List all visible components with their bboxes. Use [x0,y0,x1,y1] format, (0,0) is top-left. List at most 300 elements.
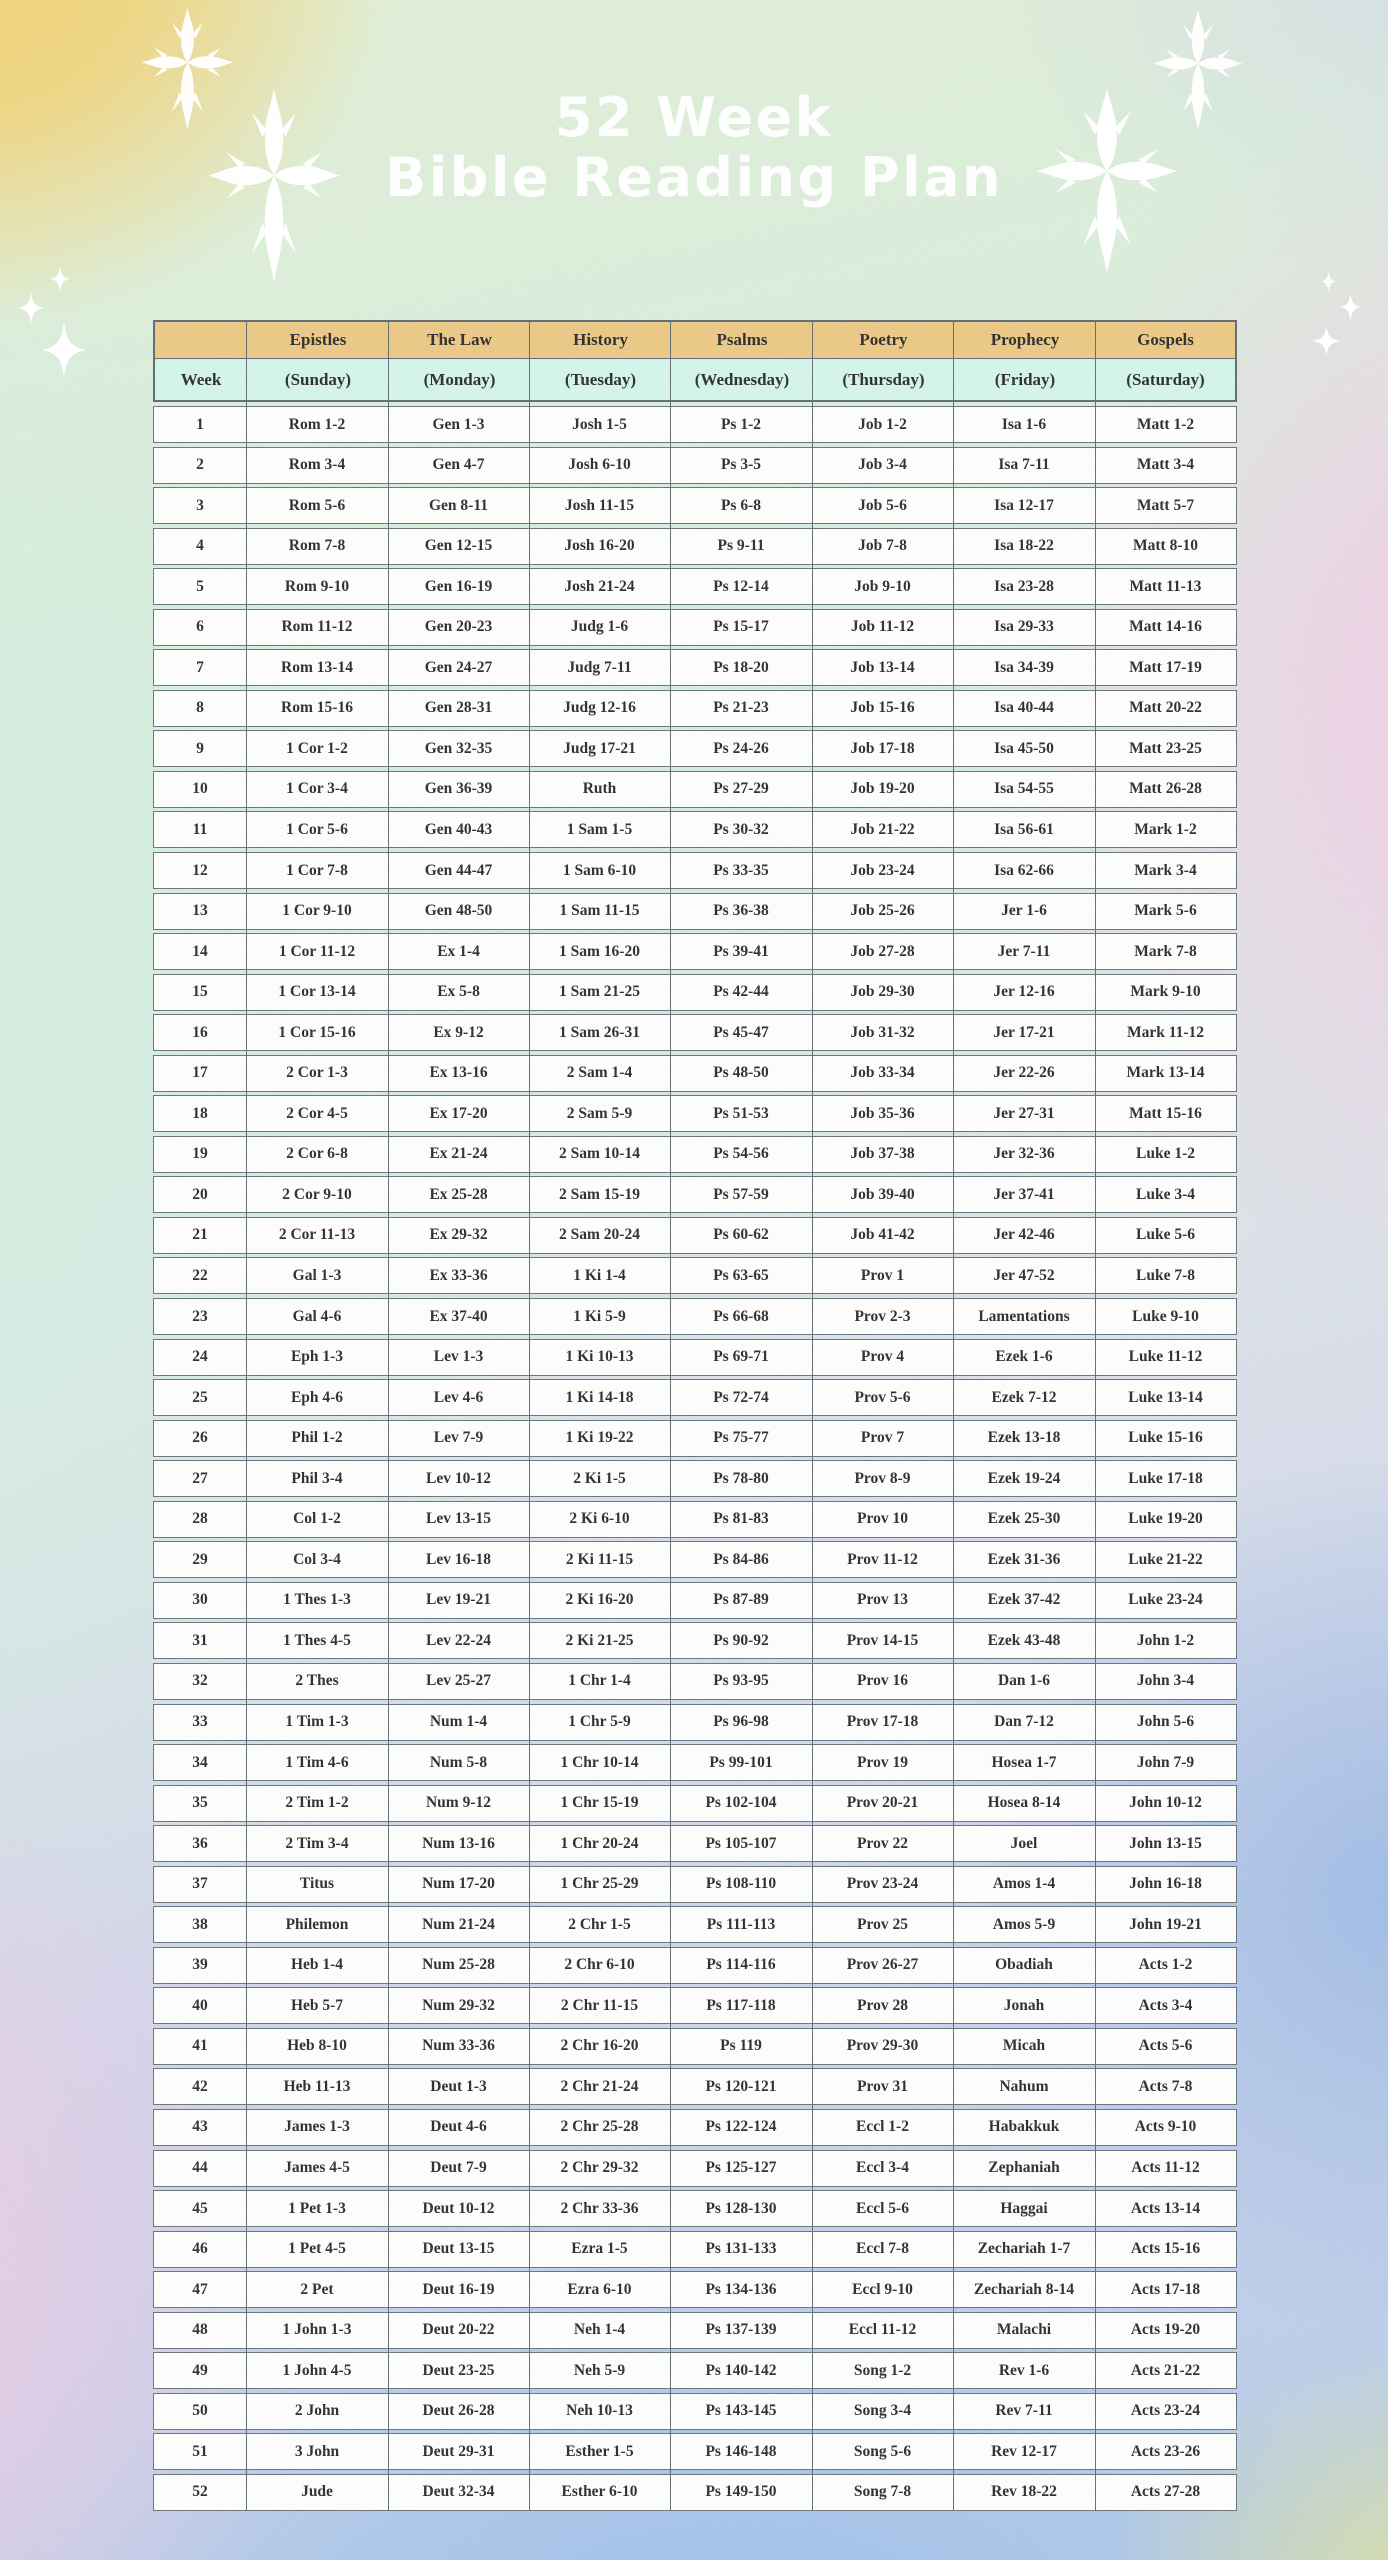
reading-cell: Ps 51-53 [713,1104,769,1122]
reading-cell: Josh 11-15 [564,496,635,514]
reading-cell: Acts 27-28 [1130,2483,1201,2501]
reading-cell: Jer 42-46 [993,1226,1055,1244]
reading-cell: 3 John [294,2442,340,2460]
reading-cell: Micah [1002,2037,1046,2055]
reading-cell: Jer 17-21 [993,1023,1055,1041]
reading-cell: 1 Sam 21-25 [559,983,640,1001]
reading-cell: Acts 23-26 [1130,2442,1201,2460]
reading-cell: Rev 7-11 [995,2402,1053,2420]
week-cell: 18 [192,1104,208,1122]
table-row [153,1379,1237,1416]
reading-cell: 2 Sam 10-14 [559,1145,640,1163]
reading-cell: Job 41-42 [850,1226,915,1244]
reading-cell: 2 Pet [300,2280,334,2298]
table-row [153,1663,1237,1700]
reading-cell: Mark 13-14 [1126,1064,1205,1082]
table-row [153,649,1237,686]
reading-cell: 2 Ki 11-15 [565,1550,634,1568]
reading-cell: Ps 93-95 [713,1672,769,1690]
reading-cell: 2 Sam 20-24 [559,1226,640,1244]
reading-cell: Gen 20-23 [424,618,493,636]
reading-cell: Ezek 31-36 [987,1550,1061,1568]
reading-cell: Job 39-40 [850,1185,915,1203]
reading-cell: Prov 1 [860,1266,905,1284]
week-cell: 8 [196,699,204,717]
table-row [153,1744,1237,1781]
reading-cell: Ezek 13-18 [987,1429,1061,1447]
category-header-cell: Epistles [289,330,347,349]
table-row [153,1055,1237,1092]
table-row [153,1217,1237,1254]
reading-cell: Prov 11-12 [847,1550,918,1568]
reading-cell: Job 21-22 [850,820,915,838]
reading-cell: Luke 15-16 [1128,1429,1203,1447]
reading-cell: 2 Cor 11-13 [278,1226,356,1244]
reading-cell: Amos 5-9 [992,1915,1056,1933]
reading-cell: Luke 21-22 [1128,1550,1203,1568]
reading-cell: Isa 29-33 [994,618,1054,636]
table-row [153,1947,1237,1984]
table-row [153,2190,1237,2227]
reading-cell: Acts 5-6 [1138,2037,1193,2055]
column-divider [812,320,813,2511]
reading-cell: 1 Thes 4-5 [283,1631,351,1649]
reading-cell: Gen 24-27 [424,658,493,676]
week-cell: 36 [192,1834,208,1852]
reading-cell: Isa 56-61 [994,820,1054,838]
reading-cell: 1 Thes 1-3 [283,1591,351,1609]
reading-cell: Gen 44-47 [424,861,493,879]
reading-cell: Eccl 3-4 [856,2159,909,2177]
reading-cell: Dan 1-6 [997,1672,1051,1690]
reading-cell: Prov 22 [857,1834,908,1852]
reading-cell: Ex 13-16 [429,1064,488,1082]
reading-cell: Rom 5-6 [288,496,346,514]
reading-cell: Ps 75-77 [713,1429,769,1447]
reading-cell: Heb 8-10 [287,2037,347,2055]
reading-cell: Ex 21-24 [429,1145,488,1163]
reading-cell: Num 33-36 [422,2037,495,2055]
week-cell: 31 [192,1631,208,1649]
week-cell: 43 [192,2118,208,2136]
week-cell: 9 [196,739,204,757]
reading-cell: 2 Cor 9-10 [282,1185,352,1203]
reading-cell: Song 7-8 [853,2483,912,2501]
category-header-cell: History [573,330,628,349]
reading-cell: Ezek 19-24 [987,1469,1061,1487]
reading-cell: 1 John 1-3 [282,2321,352,2339]
reading-cell: Mark 3-4 [1134,861,1197,879]
reading-cell: Matt 1-2 [1136,415,1195,433]
reading-cell: Prov 14-15 [846,1631,919,1649]
table-row [153,1298,1237,1335]
reading-cell: Prov 25 [857,1915,908,1933]
reading-cell: Isa 34-39 [994,658,1054,676]
reading-cell: Prov 20-21 [846,1794,919,1812]
reading-cell: Zechariah 8-14 [973,2280,1075,2298]
reading-cell: Ezra 6-10 [567,2280,632,2298]
reading-cell: Mark 11-12 [1126,1023,1205,1041]
reading-cell: Eccl 1-2 [856,2118,909,2136]
week-cell: 52 [192,2483,208,2501]
reading-cell: Ps 36-38 [713,902,769,920]
reading-cell: Ps 111-113 [706,1915,776,1933]
reading-cell: Ps 140-142 [705,2361,777,2379]
reading-cell: Rev 12-17 [991,2442,1057,2460]
reading-cell: Num 1-4 [429,1713,488,1730]
page-title-line1: 52 Week [554,86,834,149]
table-row [153,2433,1237,2470]
reading-cell: Dan 7-12 [994,1713,1054,1730]
reading-cell: John 19-21 [1129,1915,1202,1933]
reading-cell: Rom 7-8 [288,537,346,555]
table-row [153,568,1237,605]
reading-cell: Ps 24-26 [713,739,769,757]
reading-cell: Matt 14-16 [1129,618,1202,636]
reading-cell: Deut 7-9 [430,2159,487,2177]
week-cell: 2 [196,456,204,474]
reading-cell: 1 Chr 10-14 [560,1753,639,1771]
reading-cell: Gen 36-39 [424,780,493,798]
reading-cell: 2 Chr 6-10 [564,1956,635,1974]
reading-cell: Ps 42-44 [713,983,769,1001]
reading-cell: Eccl 7-8 [856,2240,909,2258]
sparkle-icon [1321,271,1336,292]
reading-cell: Heb 11-13 [283,2077,351,2095]
reading-cell: Ps 1-2 [720,415,762,433]
reading-cell: 1 Chr 5-9 [568,1713,631,1730]
reading-cell: Heb 5-7 [290,1996,344,2014]
reading-cell: Heb 1-4 [290,1956,344,1974]
reading-cell: 1 Chr 15-19 [560,1794,639,1812]
reading-cell: Ex 29-32 [429,1226,488,1244]
reading-cell: Isa 12-17 [994,496,1054,514]
reading-cell: Ezek 43-48 [987,1631,1061,1649]
reading-cell: James 1-3 [284,2118,350,2136]
week-cell: 13 [192,902,208,920]
reading-cell: Judg 7-11 [567,658,632,676]
reading-cell: Phil 3-4 [291,1469,343,1487]
reading-cell: Gen 40-43 [424,820,493,838]
reading-cell: Rom 13-14 [281,658,353,676]
reading-cell: Esther 1-5 [565,2442,634,2460]
reading-cell: Zephaniah [988,2159,1060,2177]
reading-cell: Ruth [582,780,617,798]
sparkle-icon [18,292,44,324]
reading-cell: 2 Ki 21-25 [565,1631,634,1649]
reading-cell: Isa 62-66 [994,861,1054,879]
reading-cell: Deut 29-31 [422,2442,495,2460]
table-row [153,1176,1237,1213]
table-row [153,1095,1237,1132]
table-row [153,2312,1237,2349]
reading-cell: Ps 39-41 [713,942,769,960]
reading-cell: John 3-4 [1136,1672,1195,1690]
reading-cell: Job 9-10 [854,577,911,595]
reading-cell: Gen 12-15 [424,537,493,555]
reading-cell: Rev 1-6 [998,2361,1050,2379]
reading-cell: Gen 8-11 [429,496,488,514]
reading-cell: Deut 23-25 [422,2361,495,2379]
reading-cell: Ps 18-20 [713,658,769,676]
reading-cell: 1 Sam 26-31 [559,1023,640,1041]
reading-cell: 1 Ki 5-9 [573,1307,626,1325]
table-row [153,1420,1237,1457]
reading-cell: 1 Sam 1-5 [566,820,633,838]
reading-cell: Deut 13-15 [422,2240,495,2258]
week-cell: 26 [192,1429,208,1447]
reading-cell: 2 Ki 1-5 [573,1469,626,1487]
reading-cell: Ezra 1-5 [571,2240,628,2258]
table-row [153,2028,1237,2065]
reading-cell: Ex 37-40 [429,1307,488,1325]
reading-cell: 1 Cor 15-16 [278,1023,356,1041]
reading-cell: Ps 9-11 [717,537,765,555]
reading-cell: Lamentations [978,1307,1070,1325]
reading-cell: Judg 12-16 [563,699,636,717]
reading-cell: Prov 7 [860,1429,905,1447]
reading-cell: Acts 3-4 [1138,1996,1193,2014]
reading-cell: Gal 1-3 [292,1266,342,1284]
week-cell: 39 [192,1956,208,1974]
reading-cell: Prov 29-30 [846,2037,919,2055]
reading-cell: Prov 17-18 [846,1713,919,1730]
reading-cell: Gen 28-31 [424,699,493,717]
reading-cell: Ex 1-4 [437,942,480,960]
table-row [153,487,1237,524]
reading-cell: 2 Chr 29-32 [560,2159,639,2177]
table-row [153,1460,1237,1497]
category-header-cell: Poetry [859,330,908,349]
reading-cell: Ps 72-74 [713,1388,769,1406]
reading-cell: Col 1-2 [293,1510,341,1528]
table-row [153,974,1237,1011]
reading-cell: Acts 7-8 [1138,2077,1193,2095]
week-cell: 44 [192,2159,208,2177]
reading-cell: Jer 22-26 [993,1064,1055,1082]
reading-cell: 1 Cor 7-8 [286,861,348,879]
reading-cell: Mark 9-10 [1130,983,1201,1001]
reading-cell: Luke 1-2 [1136,1145,1195,1163]
reading-cell: Col 3-4 [293,1550,341,1568]
reading-cell: Gen 16-19 [424,577,493,595]
column-divider [529,320,530,2511]
reading-cell: Deut 32-34 [422,2483,495,2501]
reading-cell: Eccl 9-10 [852,2280,913,2298]
reading-cell: 1 Tim 1-3 [285,1713,349,1730]
week-cell: 40 [192,1996,208,2014]
reading-cell: Judg 1-6 [570,618,629,636]
category-header-cell: Psalms [716,330,768,349]
week-cell: 7 [196,658,204,676]
reading-cell: Ps 6-8 [720,496,762,514]
reading-cell: Luke 3-4 [1136,1185,1195,1203]
reading-cell: Luke 9-10 [1132,1307,1199,1325]
week-cell: 29 [192,1550,208,1568]
reading-cell: Num 29-32 [422,1996,495,2014]
reading-cell: Lev 22-24 [425,1631,491,1649]
reading-cell: 1 John 4-5 [282,2361,352,2379]
reading-cell: Job 25-26 [850,902,915,920]
reading-cell: Ps 15-17 [713,618,769,636]
table-row [153,1785,1237,1822]
reading-cell: Matt 15-16 [1129,1104,1202,1122]
reading-cell: Isa 40-44 [994,699,1054,717]
reading-cell: 1 Chr 20-24 [560,1834,639,1852]
reading-cell: Ps 134-136 [705,2280,777,2298]
reading-cell: Rom 1-2 [288,415,346,433]
table-row [153,1136,1237,1173]
reading-cell: 2 Chr 11-15 [560,1996,639,2014]
reading-cell: Ps 128-130 [705,2199,777,2217]
reading-cell: Job 37-38 [850,1145,915,1163]
reading-cell: Isa 18-22 [994,537,1054,555]
reading-cell: Ex 17-20 [429,1104,488,1122]
sparkle-icon [1312,318,1341,364]
reading-cell: Lev 7-9 [433,1429,484,1447]
reading-cell: John 7-9 [1136,1753,1195,1771]
reading-cell: Luke 7-8 [1136,1266,1195,1284]
reading-cell: Ps 90-92 [713,1631,769,1649]
table-row [153,1582,1237,1619]
reading-cell: Ps 102-104 [705,1794,777,1812]
reading-cell: Lev 1-3 [433,1348,484,1366]
week-cell: 47 [192,2280,208,2298]
reading-cell: Jonah [1003,1996,1045,2014]
week-cell: 11 [192,820,208,838]
reading-cell: Josh 16-20 [564,537,635,555]
reading-cell: Gen 4-7 [432,456,485,474]
reading-cell: 2 Sam 1-4 [566,1064,633,1082]
reading-cell: Philemon [285,1915,349,1933]
reading-cell: 2 Thes [295,1672,339,1690]
week-cell: 3 [196,496,204,514]
week-cell: 1 [196,415,204,433]
reading-cell: Ps 48-50 [713,1064,769,1082]
reading-cell: Prov 16 [857,1672,908,1690]
column-divider [1095,320,1096,2511]
reading-cell: Jer 1-6 [1001,902,1047,920]
table-body [153,406,1237,2511]
reading-cell: 1 Cor 13-14 [278,983,356,1001]
reading-cell: Isa 45-50 [994,739,1054,757]
reading-cell: Luke 5-6 [1136,1226,1195,1244]
reading-cell: Deut 26-28 [422,2402,495,2420]
table-row [153,406,1237,443]
reading-cell: Job 27-28 [850,942,915,960]
day-header-cell: (Wednesday) [694,369,790,389]
reading-cell: 1 Chr 25-29 [560,1875,639,1893]
reading-cell: Judg 17-21 [563,739,636,757]
reading-cell: Ps 3-5 [720,456,762,474]
reading-cell: Rom 15-16 [281,699,353,717]
week-cell: 35 [192,1794,208,1812]
reading-cell: Acts 19-20 [1130,2321,1201,2339]
reading-cell: Ps 99-101 [709,1753,773,1771]
reading-cell: Job 7-8 [858,537,907,555]
category-header-cell [155,322,247,358]
reading-cell: Ps 81-83 [713,1510,769,1528]
reading-cell: Job 33-34 [850,1064,915,1082]
table-row [153,1541,1237,1578]
reading-cell: Eph 1-3 [290,1348,344,1366]
reading-cell: Mark 7-8 [1134,942,1197,960]
day-header-cell: Week [180,369,222,389]
table-row [153,811,1237,848]
reading-cell: Ps 27-29 [713,780,769,798]
reading-cell: Malachi [996,2321,1052,2339]
reading-cell: Ps 30-32 [713,820,769,838]
reading-cell: John 10-12 [1129,1794,1202,1812]
table-row [153,690,1237,727]
reading-cell: Deut 16-19 [422,2280,495,2298]
table-row [153,528,1237,565]
reading-cell: Mark 5-6 [1134,902,1197,920]
reading-cell: Gal 4-6 [292,1307,342,1325]
table-row [153,1704,1237,1741]
reading-cell: Ps 66-68 [713,1307,769,1325]
day-header-cell: (Tuesday) [564,369,637,389]
reading-cell: Job 13-14 [850,658,915,676]
week-cell: 49 [192,2361,208,2379]
reading-cell: 1 Cor 1-2 [286,739,348,757]
category-header-cell: The Law [427,330,492,349]
reading-cell: 2 Tim 3-4 [285,1834,349,1852]
reading-cell: Ps 125-127 [705,2159,777,2177]
category-header-row [155,322,1235,359]
reading-cell: Jer 37-41 [993,1185,1055,1203]
reading-cell: Ps 33-35 [713,861,769,879]
reading-cell: Ps 137-139 [705,2321,777,2339]
table-row [153,1622,1237,1659]
reading-cell: Ps 21-23 [713,699,769,717]
column-divider [953,320,954,2511]
reading-cell: Zechariah 1-7 [977,2240,1071,2258]
reading-cell: Rom 11-12 [281,618,353,636]
reading-cell: Ps 57-59 [713,1185,769,1203]
reading-cell: Lev 4-6 [433,1388,484,1406]
reading-cell: Matt 17-19 [1129,658,1202,676]
reading-cell: Acts 23-24 [1130,2402,1201,2420]
sparkle-icon [1340,293,1361,321]
reading-cell: Phil 1-2 [291,1429,343,1447]
table-row [153,730,1237,767]
table-row [153,1257,1237,1294]
reading-cell: Ps 54-56 [713,1145,769,1163]
reading-cell: Matt 3-4 [1136,456,1195,474]
reading-cell: Neh 5-9 [573,2361,626,2379]
reading-cell: Ps 108-110 [705,1875,777,1893]
reading-cell: Job 1-2 [858,415,907,433]
reading-cell: Rom 3-4 [288,456,346,474]
reading-cell: Ps 96-98 [713,1713,769,1730]
reading-cell: 1 Sam 6-10 [562,861,637,879]
reading-cell: Luke 17-18 [1128,1469,1203,1487]
week-cell: 46 [192,2240,208,2258]
reading-cell: 1 Chr 1-4 [568,1672,631,1690]
week-cell: 19 [192,1145,208,1163]
reading-cell: Job 11-12 [850,618,915,636]
reading-cell: Prov 26-27 [846,1956,919,1974]
day-header-cell: (Thursday) [842,369,925,389]
column-divider [670,320,671,2511]
category-header-cell: Prophecy [990,330,1060,349]
week-cell: 28 [192,1510,208,1528]
week-cell: 6 [196,618,204,636]
reading-cell: Ps 119 [720,2037,762,2055]
reading-cell: Ex 33-36 [429,1266,488,1284]
reading-cell: Job 19-20 [850,780,915,798]
